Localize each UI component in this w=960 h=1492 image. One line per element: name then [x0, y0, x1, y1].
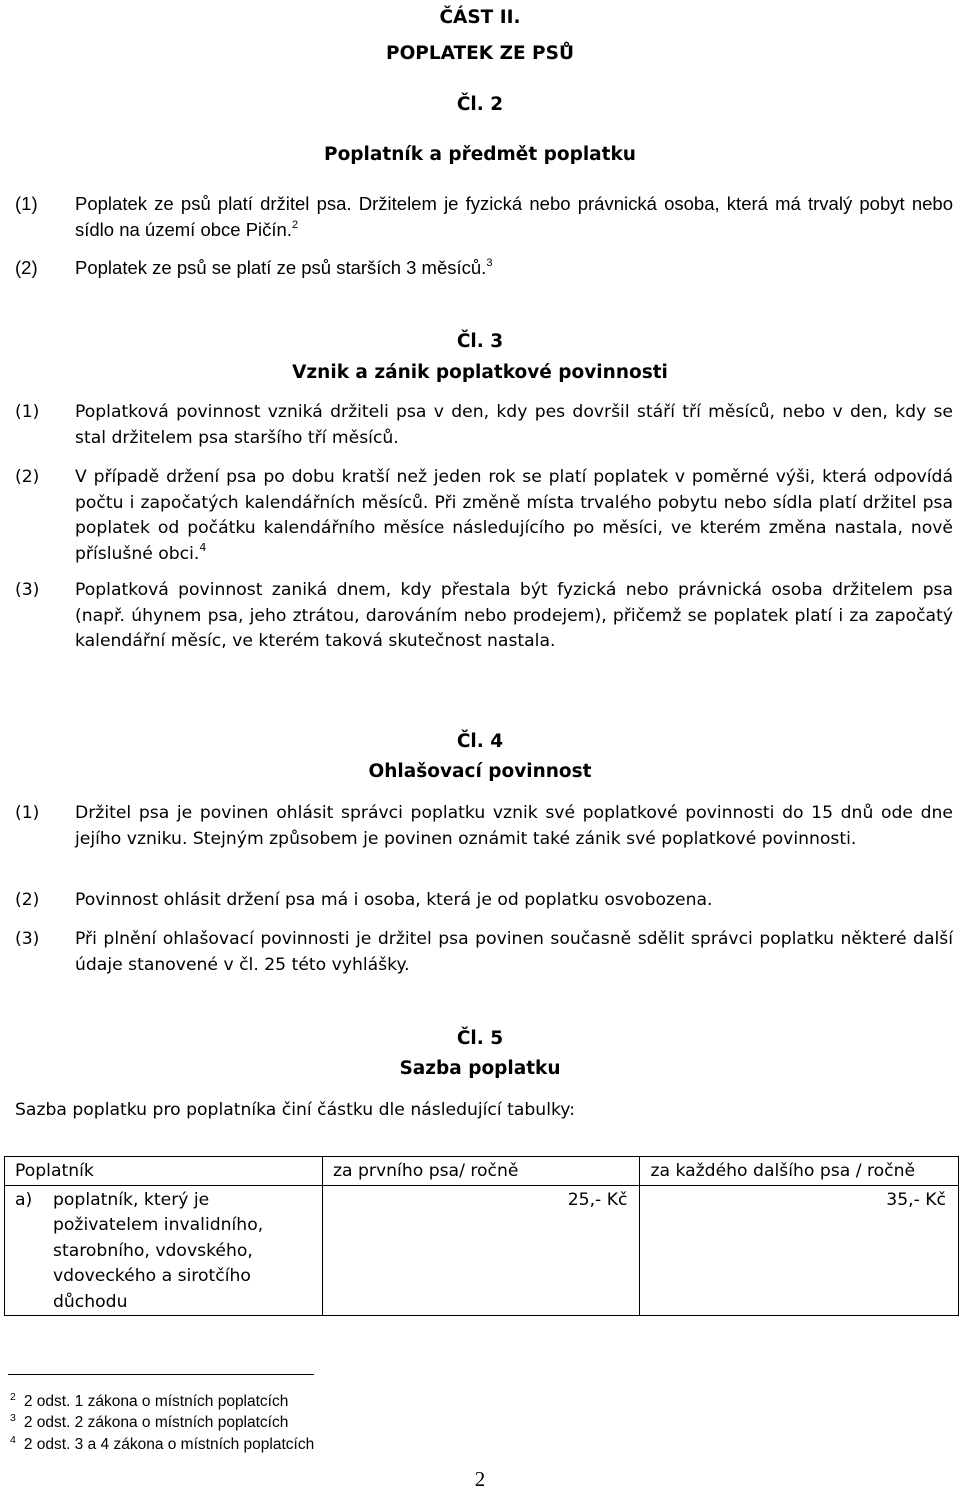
article-2-paragraph-2	[15, 255, 953, 281]
paragraph-text: V případě držení psa po dobu kratší než jeden rok se platí poplatek v poměrné výši, která odpovídá počtu i započatých kalendářních měsíců. Při změně místa trvalého pobytu nebo sídla platí držitel psa poplatek od počátku kalendářního měsíce následujícího po měsíci, ve kterém změna nastala, nově příslušné obci.	[75, 467, 953, 564]
paragraph-number: (1)	[15, 803, 40, 823]
table-cell-next-dog: 35,- Kč	[640, 1185, 959, 1316]
footnote-ref: 2	[291, 218, 299, 231]
rate-intro: Sazba poplatku pro poplatníka činí částku dle následující tabulky:	[15, 1100, 576, 1120]
footnote-number: 4	[10, 1434, 16, 1446]
column-header: za prvního psa/ ročně	[322, 1157, 639, 1186]
part-subtitle: POPLATEK ZE PSŮ	[386, 43, 574, 64]
column-header: za každého dalšího psa / ročně	[640, 1157, 959, 1186]
article-4-paragraph-3	[15, 927, 953, 978]
paragraph-text: Poplatek ze psů platí držitel psa. Držitelem je fyzická nebo právnická osoba, která má trvalý pobyt nebo sídlo na území obce Pičín.	[75, 193, 953, 240]
article-4-paragraph-1	[15, 801, 953, 852]
footnote-number: 3	[10, 1412, 16, 1424]
table-header-row	[5, 1157, 959, 1186]
paragraph-text: Poplatek ze psů se platí ze psů starších 3 měsíců.	[75, 257, 487, 278]
paragraph-text: Držitel psa je povinen ohlásit správci poplatku vznik své poplatkové povinnosti do 15 dnů ode dne jejího vzniku. Stejným způsobem je povinen oznámit také zánik své poplatkové povinnosti.	[75, 803, 953, 849]
paragraph-number: (3)	[15, 929, 40, 949]
footnote-number: 2	[10, 1391, 16, 1403]
paragraph-number: (1)	[15, 193, 38, 214]
paragraph-number: (2)	[15, 890, 40, 910]
footnote-text: 2 odst. 3 a 4 zákona o místních poplatcích	[23, 1436, 315, 1453]
paragraph-number: (2)	[15, 467, 40, 487]
row-letter: a)	[15, 1189, 33, 1210]
part-title: ČÁST II.	[439, 7, 521, 28]
footnote-text: 2 odst. 2 zákona o místních poplatcích	[23, 1414, 289, 1431]
article-4-title: Ohlašovací povinnost	[368, 761, 592, 782]
table-cell-first-dog: 25,- Kč	[322, 1185, 639, 1316]
paragraph-number: (1)	[15, 402, 40, 422]
column-header: Poplatník	[5, 1157, 323, 1186]
article-2-paragraph-1	[15, 191, 953, 242]
rate-table	[4, 1156, 959, 1316]
table-row	[5, 1185, 959, 1316]
paragraph-text: Poplatková povinnost vzniká držiteli psa v den, kdy pes dovršil stáří tří měsíců, nebo v den, kdy se stal držitelem psa staršího tří měsíců.	[75, 402, 953, 448]
article-3-paragraph-3	[15, 578, 953, 655]
paragraph-text: Povinnost ohlásit držení psa má i osoba, která je od poplatku osvobozena.	[75, 890, 713, 910]
footnote	[10, 1430, 314, 1455]
article-5-number: Čl. 5	[456, 1028, 504, 1049]
article-3-title: Vznik a zánik poplatkové povinnosti	[292, 362, 668, 383]
article-2-title: Poplatník a předmět poplatku	[324, 144, 636, 165]
article-3-paragraph-2	[15, 465, 953, 567]
article-3-number: Čl. 3	[456, 331, 504, 352]
article-5-title: Sazba poplatku	[399, 1058, 561, 1079]
paragraph-text: Při plnění ohlašovací povinnosti je držitel psa povinen současně sdělit správci poplatku některé další údaje stanovené v čl. 25 této vyhlášky.	[75, 929, 953, 975]
paragraph-number: (3)	[15, 580, 40, 600]
row-label: poplatník, který je poživatelem invalidního, starobního, vdovského, vdoveckého a sirotčího důchodu	[53, 1189, 264, 1312]
paragraph-text: Poplatková povinnost zaniká dnem, kdy přestala být fyzická nebo právnická osoba držitelem psa (např. úhynem psa, jeho ztrátou, darováním nebo prodejem), přičemž se poplatek platí i za započatý kalendářní měsíc, ve kterém taková skutečnost nastala.	[75, 580, 953, 651]
paragraph-number: (2)	[15, 257, 38, 278]
article-4-paragraph-2	[15, 888, 953, 914]
page-number: 2	[474, 1467, 486, 1491]
footnote-ref: 3	[486, 257, 493, 269]
table-cell-payer	[5, 1185, 323, 1316]
footnote-ref: 4	[199, 540, 207, 554]
footnote-separator	[8, 1374, 314, 1375]
article-3-paragraph-1	[15, 400, 953, 451]
article-4-number: Čl. 4	[456, 731, 504, 752]
footnote-text: 2 odst. 1 zákona o místních poplatcích	[23, 1393, 289, 1410]
article-2-number: Čl. 2	[456, 94, 504, 115]
